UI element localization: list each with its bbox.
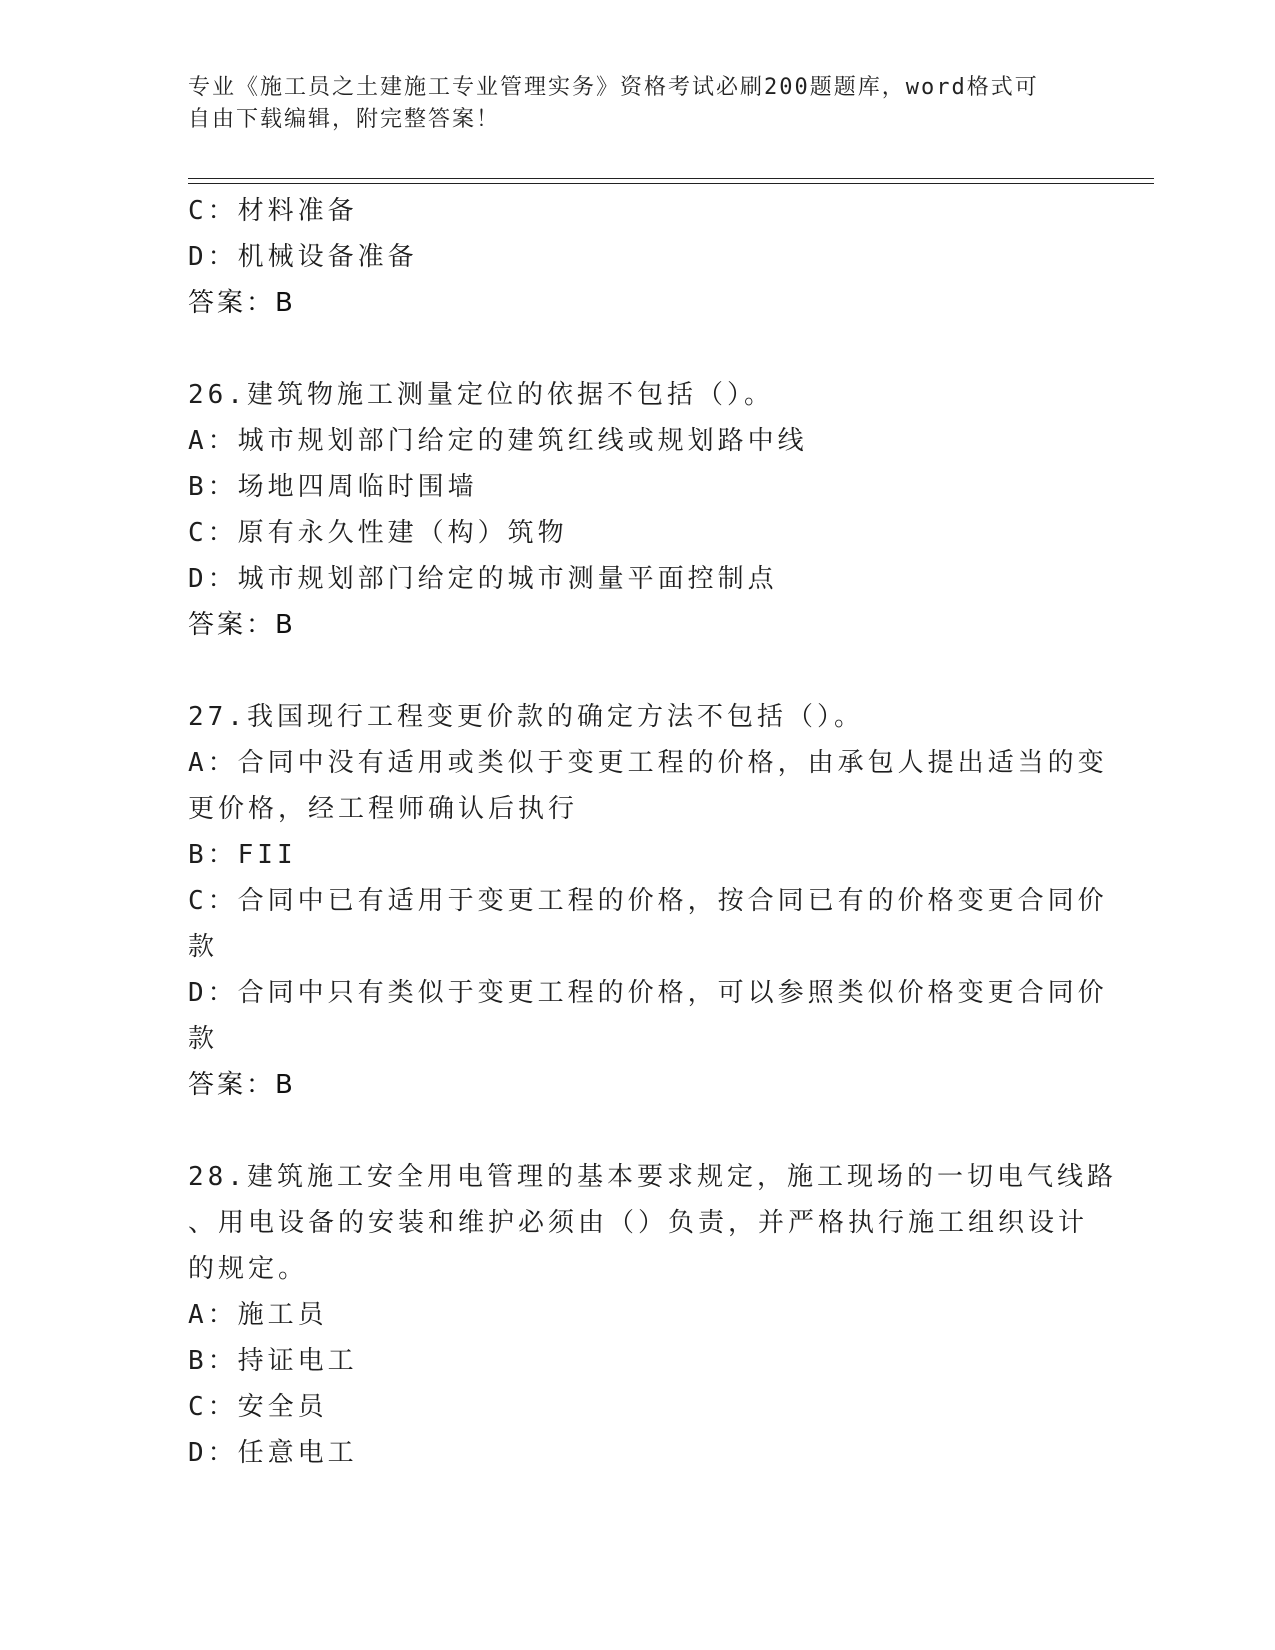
question-26 <box>188 372 1088 648</box>
question-28 <box>188 1154 1117 1476</box>
answer-line: 答案：B <box>188 288 296 318</box>
option-b: B：FII <box>188 840 297 870</box>
option-d: D：任意电工 <box>188 1438 358 1468</box>
spacer <box>188 1108 1088 1154</box>
question-stem: 28.建筑施工安全用电管理的基本要求规定，施工现场的一切电气线路 <box>188 1162 1117 1192</box>
option-d: D：机械设备准备 <box>188 242 418 272</box>
question-stem: 26.建筑物施工测量定位的依据不包括（）。 <box>188 380 774 410</box>
option-a: A：城市规划部门给定的建筑红线或规划路中线 <box>188 426 808 456</box>
header-rule-bottom <box>188 183 1154 184</box>
option-a: A：施工员 <box>188 1300 328 1330</box>
option-c-continued: 款 <box>188 932 219 962</box>
previous-question-tail <box>188 188 1088 326</box>
question-content <box>188 188 1117 1476</box>
option-c: C：材料准备 <box>188 196 358 226</box>
option-b: B：持证电工 <box>188 1346 358 1376</box>
header-line-1: 专业《施工员之土建施工专业管理实务》资格考试必刷200题题库，word格式可 <box>188 75 1039 100</box>
answer-line: 答案：B <box>188 610 296 640</box>
option-a-continued: 更价格，经工程师确认后执行 <box>188 794 579 824</box>
question-stem: 27.我国现行工程变更价款的确定方法不包括（）。 <box>188 702 864 732</box>
option-a: A：合同中没有适用或类似于变更工程的价格，由承包人提出适当的变 <box>188 748 1108 778</box>
header-rule-top <box>188 178 1154 179</box>
question-stem-continued: 的规定。 <box>188 1254 309 1284</box>
question-stem-continued: 、用电设备的安装和维护必须由（）负责，并严格执行施工组织设计 <box>188 1208 1089 1238</box>
answer-line: 答案：B <box>188 1070 296 1100</box>
spacer <box>188 326 1088 372</box>
option-d-continued: 款 <box>188 1024 219 1054</box>
option-d: D：合同中只有类似于变更工程的价格，可以参照类似价格变更合同价 <box>188 978 1108 1008</box>
option-c: C：原有永久性建（构）筑物 <box>188 518 568 548</box>
page-header <box>188 72 1068 136</box>
header-line-2: 自由下载编辑，附完整答案！ <box>188 107 501 132</box>
spacer <box>188 648 1088 694</box>
option-b: B：场地四周临时围墙 <box>188 472 478 502</box>
question-27 <box>188 694 1108 1108</box>
option-d: D：城市规划部门给定的城市测量平面控制点 <box>188 564 778 594</box>
option-c: C：安全员 <box>188 1392 328 1422</box>
option-c: C：合同中已有适用于变更工程的价格，按合同已有的价格变更合同价 <box>188 886 1108 916</box>
